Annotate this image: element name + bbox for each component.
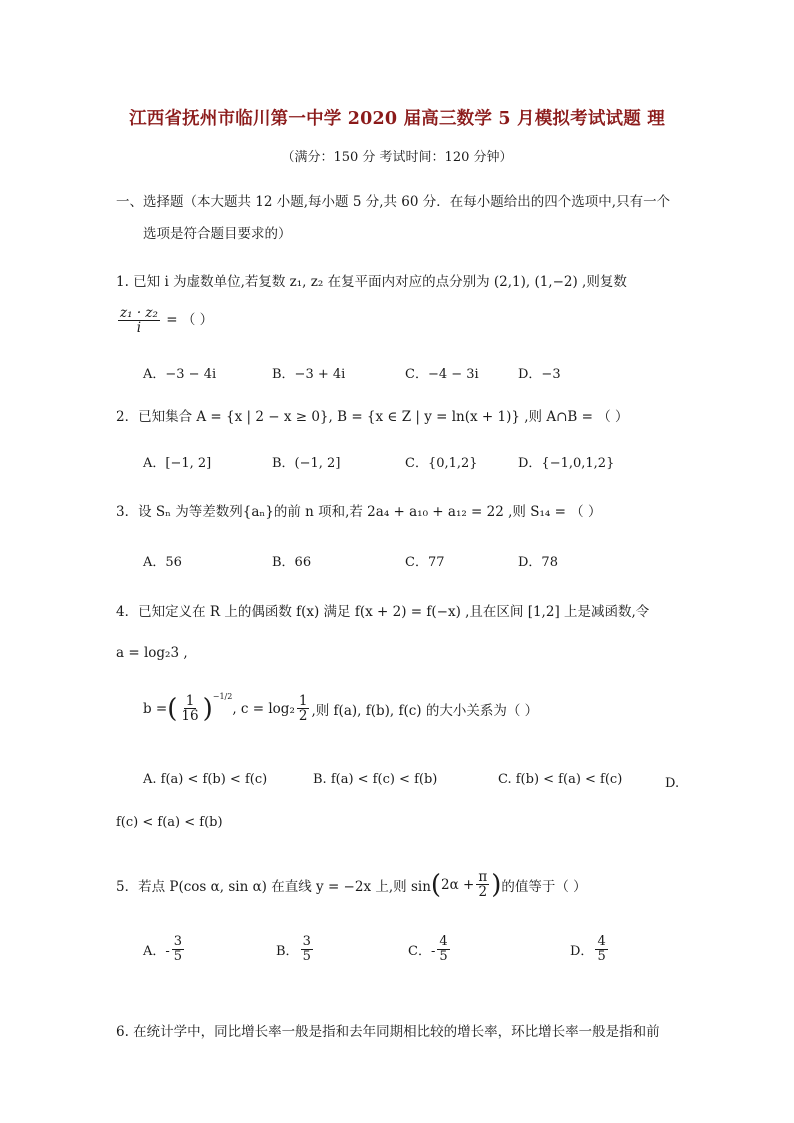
fraction-numerator: 3 [173,934,183,949]
question-3-option-c: C．77 [405,555,445,570]
question-4-option-d-value: f(c) < f(a) < f(b) [116,815,223,830]
fraction-numerator: 4 [597,934,606,949]
question-4-stem: 4．已知定义在 R 上的偶函数 f(x) 满足 f(x + 2) = f(−x) ,且在区间 [1,2] 上是减函数,令 [116,604,650,620]
question-3-option-a: A．56 [143,555,182,570]
fraction [301,935,313,963]
fraction-denominator: 16 [181,708,199,725]
exam-info: （满分：150 分 考试时间：120 分钟） [281,150,513,165]
question-4-option-b: B. f(a) < f(c) < f(b) [313,772,438,787]
question-1-option-c: C．−4 − 3i [405,367,479,382]
fraction-denominator: 2 [478,884,488,901]
question-2-option-a: A．[−1, 2] [143,456,212,471]
question-1-option-a: A．−3 − 4i [143,367,217,382]
question-2-option-c: C．{0,1,2} [405,456,478,471]
question-4-stem-line3 [143,694,538,723]
question-2-stem: 2．已知集合 A = {x | 2 − x ≥ 0}, B = {x ∈ Z | y = ln(x + 1)} ,则 A∩B = （ ） [116,409,629,425]
question-1-option-d: D．−3 [518,367,561,382]
paren-close: ) [491,869,502,900]
question-5-option-a [143,935,186,963]
question-1-stem-line2 [116,306,213,335]
document-title: 江西省抚州市临川第一中学 2020 届高三数学 5 月模拟考试试题 理 [129,109,665,129]
fraction-denominator: 5 [597,948,606,964]
question-1-option-b: B．−3 + 4i [272,367,346,382]
option-label: B． [276,943,299,959]
question-3-stem: 3．设 Sₙ 为等差数列{aₙ}的前 n 项和,若 2a₄ + a₁₀ + a₁₂ = 22 ,则 S₁₄ = （ ） [116,504,602,520]
exponent: −1/2 [212,692,233,701]
fraction [179,694,200,723]
paren-open: ( [167,693,178,724]
question-6-stem: 6. 在统计学中，同比增长率一般是指和去年同期相比较的增长率，环比增长率一般是指和前 [116,1024,660,1040]
question-3-option-d: D．78 [518,555,558,570]
question-4-tail: ,则 f(a), f(b), f(c) 的大小关系为（ ） [311,702,539,719]
fraction-numerator: 1 [185,693,195,709]
fraction-denominator: i [136,320,142,337]
paren-close: ) [202,693,213,724]
option-label: D． [570,943,594,959]
fraction-numerator: π [478,869,488,885]
section-heading-line2: 选项是符合题目要求的） [143,226,292,242]
question-5-argument: 2α + [441,876,475,893]
paren-open: ( [430,869,442,900]
option-label: C．- [408,943,436,959]
question-5-option-d [570,935,610,963]
fraction-numerator: 1 [298,693,308,709]
fraction [297,694,310,723]
fraction [172,935,184,963]
question-4-option-d: D. [665,776,680,791]
fraction-denominator: 2 [298,708,308,725]
question-5-option-b [276,935,315,963]
fraction [437,935,449,963]
fraction-numerator: z₁ · z₂ [120,305,158,321]
question-2-option-b: B．(−1, 2] [272,456,341,471]
fraction-numerator: 3 [302,934,311,949]
question-5-option-c [408,935,452,963]
section-heading-line1: 一、选择题（本大题共 12 小题,每小题 5 分,共 60 分．在每小题给出的四个选项中,只有一个 [116,194,671,210]
question-4-stem-line2: a = log₂3 , [116,645,188,661]
fraction [118,306,160,335]
var-b: b = [143,700,168,717]
question-1-stem: 1. 已知 i 为虚数单位,若复数 z₁, z₂ 在复平面内对应的点分别为 (2,1), (1,−2) ,则复数 [116,274,627,290]
question-5-tail: 的值等于（ ） [501,878,587,895]
var-c: , c = log₂ [232,700,295,717]
question-5-stem [116,870,587,899]
fraction [476,870,489,899]
question-4-option-c: C. f(b) < f(a) < f(c) [498,772,623,787]
fraction-denominator: 5 [173,948,183,964]
fraction-denominator: 5 [439,948,448,964]
fraction-denominator: 5 [302,948,311,964]
question-4-option-a: A. f(a) < f(b) < f(c) [143,772,268,787]
fraction [595,935,607,963]
question-1-blank: = （ ） [166,312,214,329]
fraction-numerator: 4 [439,934,448,949]
question-2-option-d: D．{−1,0,1,2} [518,456,615,471]
question-3-option-b: B．66 [272,555,312,570]
option-label: A．- [143,943,170,959]
question-5-stem-start: 5．若点 P(cos α, sin α) 在直线 y = −2x 上,则 sin [116,878,431,895]
